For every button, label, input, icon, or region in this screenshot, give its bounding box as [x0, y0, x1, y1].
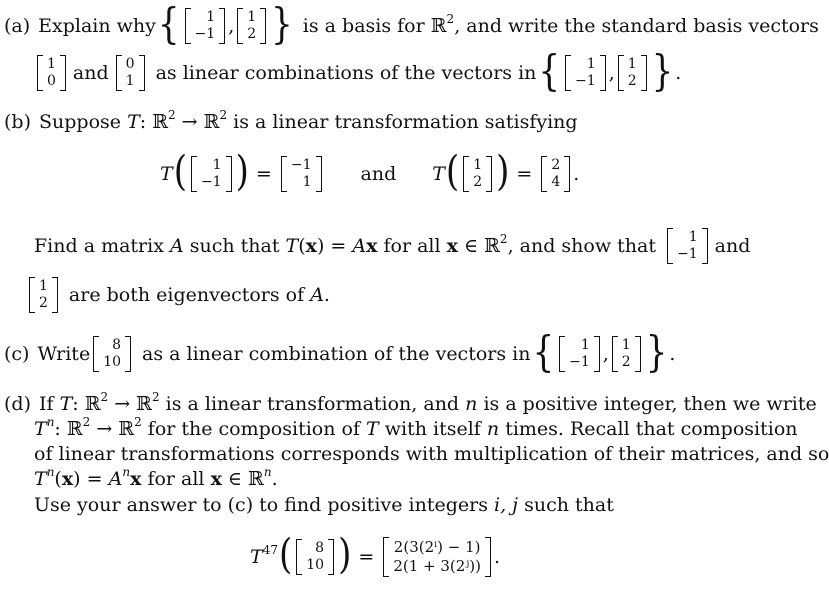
part-b-for-all-text: for all — [383, 235, 441, 257]
part-d-itself-text: with itself — [384, 418, 481, 440]
superscript-2: 2 — [499, 232, 508, 246]
set-close-brace: } — [271, 0, 293, 49]
part-a-line-2: 1 0 and 0 1 as linear combinations of the vectors in { 1 −1 , 1 2 } . — [34, 55, 681, 91]
part-b-suppose-text: Suppose — [39, 111, 122, 133]
symbol-n: n — [263, 465, 272, 479]
part-a-standard-text: , and write the standard basis vectors — [454, 15, 819, 37]
symbol-n: n — [46, 415, 55, 429]
part-d-line-3 — [34, 443, 829, 465]
reals-symbol: ℝ — [203, 111, 220, 133]
symbol-T: T — [127, 111, 140, 133]
part-b-and-text: and — [714, 235, 751, 257]
superscript-2: 2 — [151, 390, 160, 404]
vector-v2: 1 2 — [29, 277, 58, 313]
vector-v1: 1 −1 — [185, 8, 226, 44]
vector-v1: 1 −1 — [191, 156, 232, 192]
vector-t2: 2 4 — [541, 156, 570, 192]
part-d-line-4: T $^n$ ( x ) = A $^n$ x for all x ∈ ℝ $^n$ . — [34, 465, 278, 490]
reals-symbol: ℝ — [118, 418, 135, 440]
superscript-2: 2 — [100, 390, 109, 404]
part-a-label: (a) — [4, 15, 31, 37]
symbol-x: x — [366, 235, 378, 257]
symbol-x: x — [210, 468, 222, 490]
part-c-label: (c) — [4, 343, 30, 365]
part-b-such-that-text: such that — [189, 235, 280, 257]
superscript-2: 2 — [446, 12, 455, 26]
set-open-brace: { — [157, 0, 180, 49]
vector-t1: −1 1 — [281, 156, 322, 192]
paren-close: ) — [338, 531, 352, 579]
reals-symbol: ℝ — [66, 418, 83, 440]
symbol-T: T — [250, 546, 263, 568]
symbol-T: T — [160, 163, 173, 185]
part-c-write-text: Write — [37, 343, 91, 365]
vector-v2: 1 2 — [237, 8, 266, 44]
part-a-and-text: and — [72, 62, 109, 84]
part-b-show-text: , and show that — [507, 235, 656, 257]
reals-symbol: ℝ — [484, 235, 500, 257]
symbol-A: A — [310, 284, 324, 306]
part-d-equation: T $^{47}$ ( 8 10 ) = 2(3(2ⁱ) − 1) 2(1 + 3(2ʲ)) . — [250, 531, 501, 579]
part-d-recall-text: times. Recall that composition — [505, 418, 798, 440]
part-d-transformation-text: is a linear transformation, and — [165, 393, 460, 415]
paren-open: ( — [278, 531, 293, 579]
paren-close: ) — [235, 148, 249, 196]
exponent-47: 47 — [262, 543, 278, 557]
part-a-combination-text: as linear combinations of the vectors in — [155, 62, 537, 84]
set-open-brace: { — [532, 327, 555, 377]
part-b-eigenvector-text: are both eigenvectors of — [68, 284, 305, 306]
symbol-T: T — [34, 418, 47, 440]
reals-symbol: ℝ — [152, 111, 168, 133]
symbol-ij: i, j — [494, 494, 519, 516]
part-d-label: (d) — [4, 393, 31, 415]
part-b-equations: T ( 1 −1 ) = −1 1 and T ( 1 2 ) = 2 4 . — [160, 148, 580, 196]
part-d-line-2: T $^n$ : ℝ $^2$ → ℝ $^2$ for the composition of T with itself n times. Recall that composition — [34, 415, 798, 440]
vector-v1: 1 −1 — [565, 55, 606, 91]
reals-symbol: ℝ — [84, 393, 101, 415]
reals-symbol: ℝ — [430, 15, 447, 37]
symbol-T: T — [366, 418, 379, 440]
symbol-T: T — [432, 163, 445, 185]
part-c-combination-text: as a linear combination of the vectors in — [142, 343, 531, 365]
symbol-T: T — [59, 393, 73, 415]
part-b-line-1: (b) Suppose T : ℝ $^2$ → ℝ $^2$ is a linear transformation satisfying — [4, 108, 578, 133]
part-d-line-5 — [34, 494, 614, 516]
symbol-n: n — [46, 465, 55, 479]
symbol-x: x — [61, 468, 74, 490]
part-d-use-text: Use your answer to (c) to find positive integers — [34, 494, 488, 516]
vector-e2: 0 1 — [116, 55, 145, 91]
symbol-n: n — [486, 418, 500, 440]
vector-v2: 1 2 — [618, 55, 647, 91]
superscript-2: 2 — [219, 108, 228, 122]
set-open-brace: { — [538, 46, 561, 96]
symbol-x: x — [446, 235, 458, 257]
reals-symbol: ℝ — [136, 393, 152, 415]
symbol-A: A — [108, 468, 123, 490]
superscript-2: 2 — [168, 108, 176, 122]
part-b-find-line: Find a matrix A such that T ( x ) = A x for all x ∈ ℝ $^2$ , and show that 1 −1 and — [34, 229, 751, 262]
part-a-basis-text: is a basis for — [302, 15, 425, 37]
vector-w: 8 10 — [93, 336, 131, 372]
vector-v2: 1 2 — [612, 336, 641, 372]
vector-w: 8 10 — [296, 539, 334, 575]
symbol-x: x — [130, 468, 142, 490]
part-b-label: (b) — [4, 111, 31, 133]
symbol-n: n — [465, 393, 478, 415]
symbol-x: x — [305, 235, 317, 257]
symbol-T: T — [34, 468, 47, 490]
part-d-such-that-text: such that — [524, 494, 614, 516]
part-b-find-text: Find a matrix — [34, 235, 164, 257]
vector-v1: 1 −1 — [667, 228, 708, 264]
paren-close: ) — [496, 148, 510, 196]
symbol-A: A — [169, 235, 184, 257]
part-d-matrices-text: of linear transformations corresponds with multiplication of their matrices, and so — [34, 443, 829, 465]
paren-open: ( — [173, 148, 187, 196]
set-close-brace: } — [651, 46, 674, 96]
part-d-if-text: If — [39, 393, 54, 415]
reals-symbol: ℝ — [248, 468, 264, 490]
vector-v1: 1 −1 — [559, 336, 600, 372]
part-d-for-all-text: for all — [147, 468, 205, 490]
superscript-2: 2 — [134, 415, 142, 429]
part-d-line-1: (d) If T : ℝ $^2$ → ℝ $^2$ is a linear transformation, and n is a positive integer, then we write — [4, 390, 817, 415]
part-d-positive-text: is a positive integer, then we write — [483, 393, 817, 415]
paren-open: ( — [445, 148, 460, 196]
part-a-line-1: (a) Explain why { 1 −1 , 1 2 } is a basis for ℝ $^2$ , and write the standard basis vectors — [4, 0, 819, 49]
vector-v2: 1 2 — [463, 156, 492, 192]
vector-e1: 1 0 — [37, 55, 66, 91]
superscript-2: 2 — [82, 415, 91, 429]
part-a-explain-text: Explain why — [38, 15, 156, 37]
set-close-brace: } — [645, 327, 668, 377]
part-b-transformation-text: is a linear transformation satisfying — [233, 111, 578, 133]
part-c-line: (c) Write 8 10 as a linear combination of the vectors in { 1 −1 , 1 2 } . — [4, 327, 676, 377]
part-d-composition-text: for the composition of — [147, 418, 360, 440]
part-b-and-text: and — [360, 163, 397, 185]
symbol-n: n — [122, 465, 131, 479]
symbol-T: T — [285, 235, 299, 257]
symbol-A: A — [352, 235, 367, 257]
part-b-eigen-line: 1 2 are both eigenvectors of A . — [26, 277, 330, 313]
vector-result: 2(3(2ⁱ) − 1) 2(1 + 3(2ʲ)) — [383, 537, 491, 577]
